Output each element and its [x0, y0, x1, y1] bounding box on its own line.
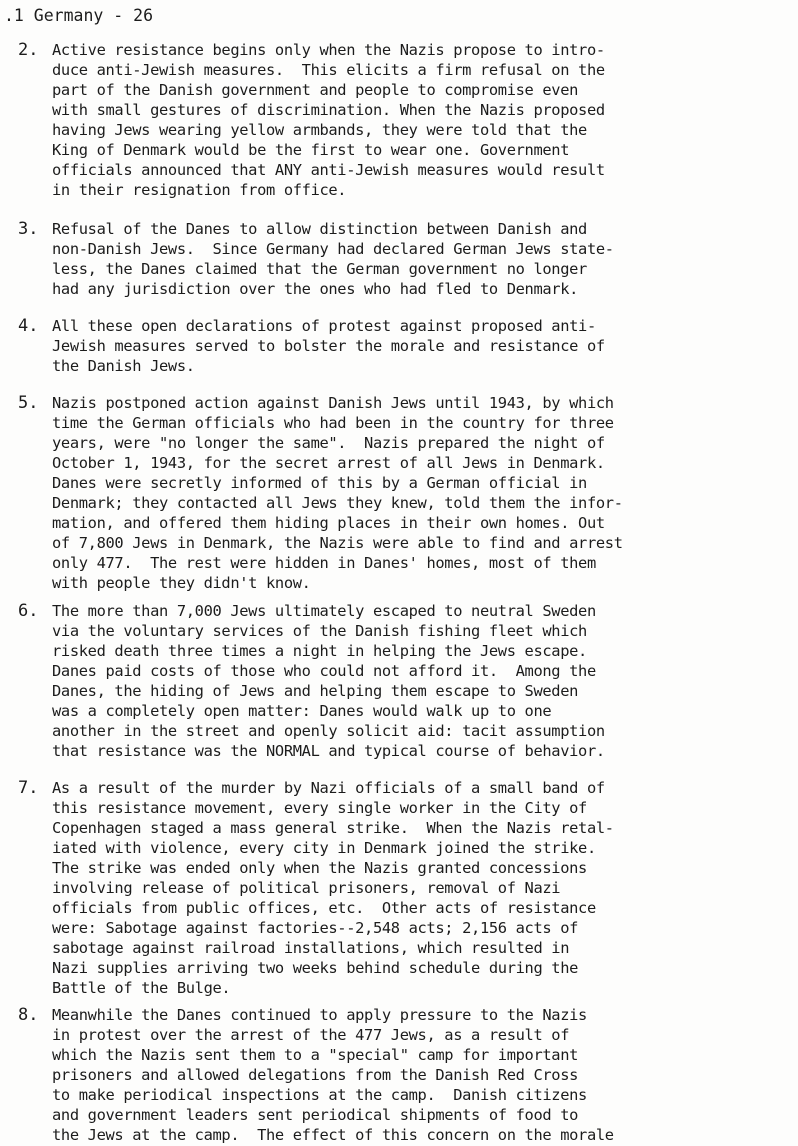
- text-line: another in the street and openly solicit aid: tacit assumption: [52, 722, 605, 740]
- text-line: mation, and offered them hiding places in their own homes. Out: [52, 514, 605, 532]
- paragraph-text: [52, 393, 790, 593]
- text-line: and government leaders sent periodical shipments of food to: [52, 1106, 579, 1124]
- text-line: officials announced that ANY anti-Jewish measures would result: [52, 161, 605, 179]
- text-line: prisoners and allowed delegations from the Danish Red Cross: [52, 1066, 579, 1084]
- text-line: Active resistance begins only when the Nazis propose to intro-: [52, 41, 605, 59]
- text-line: with small gestures of discrimination. When the Nazis proposed: [52, 101, 605, 119]
- text-line: had any jurisdiction over the ones who had fled to Denmark.: [52, 280, 579, 298]
- paragraph-number: 7.: [18, 778, 39, 798]
- paragraph-number: 4.: [18, 316, 39, 336]
- paragraph-text: [52, 40, 790, 200]
- text-line: in protest over the arrest of the 477 Jews, as a result of: [52, 1026, 570, 1044]
- text-line: As a result of the murder by Nazi officials of a small band of: [52, 779, 605, 797]
- text-line: risked death three times a night in helping the Jews escape.: [52, 642, 587, 660]
- text-line: Refusal of the Danes to allow distinction between Danish and: [52, 220, 587, 238]
- text-line: sabotage against railroad installations, which resulted in: [52, 939, 570, 957]
- text-line: which the Nazis sent them to a "special" camp for important: [52, 1046, 579, 1064]
- paragraph-text: [52, 778, 790, 998]
- text-line: Nazi supplies arriving two weeks behind schedule during the: [52, 959, 579, 977]
- text-line: King of Denmark would be the first to wear one. Government: [52, 141, 570, 159]
- text-line: Battle of the Bulge.: [52, 979, 231, 997]
- text-line: Nazis postponed action against Danish Jews until 1943, by which: [52, 394, 614, 412]
- text-line: Denmark; they contacted all Jews they knew, told them the infor-: [52, 494, 623, 512]
- text-line: involving release of political prisoners, removal of Nazi: [52, 879, 561, 897]
- text-line: with people they didn't know.: [52, 574, 311, 592]
- text-line: were: Sabotage against factories--2,548 acts; 2,156 acts of: [52, 919, 579, 937]
- text-line: time the German officials who had been in the country for three: [52, 414, 614, 432]
- paragraph-text: [52, 219, 790, 299]
- text-line: part of the Danish government and people to compromise even: [52, 81, 579, 99]
- text-line: only 477. The rest were hidden in Danes' homes, most of them: [52, 554, 596, 572]
- paragraph-number: 2.: [18, 40, 39, 60]
- text-line: All these open declarations of protest against proposed anti-: [52, 317, 596, 335]
- text-line: non-Danish Jews. Since Germany had declared German Jews state-: [52, 240, 614, 258]
- text-line: Jewish measures served to bolster the morale and resistance of: [52, 337, 605, 355]
- text-line: October 1, 1943, for the secret arrest of all Jews in Denmark.: [52, 454, 605, 472]
- text-line: duce anti-Jewish measures. This elicits a firm refusal on the: [52, 61, 605, 79]
- text-line: officials from public offices, etc. Other acts of resistance: [52, 899, 596, 917]
- text-line: iated with violence, every city in Denmark joined the strike.: [52, 839, 596, 857]
- text-line: the Danish Jews.: [52, 357, 195, 375]
- text-line: Copenhagen staged a mass general strike. When the Nazis retal-: [52, 819, 614, 837]
- text-line: Danes were secretly informed of this by a German official in: [52, 474, 587, 492]
- paragraph-text: [52, 601, 790, 761]
- text-line: Danes paid costs of those who could not afford it. Among the: [52, 662, 596, 680]
- text-line: having Jews wearing yellow armbands, they were told that the: [52, 121, 587, 139]
- text-line: years, were "no longer the same". Nazis prepared the night of: [52, 434, 605, 452]
- paragraph-text: [52, 1005, 790, 1145]
- paragraph-number: 8.: [18, 1005, 39, 1025]
- paragraph-number: 5.: [18, 393, 39, 413]
- text-line: the Jews at the camp. The effect of this concern on the morale: [52, 1126, 614, 1144]
- paragraph-number: 3.: [18, 219, 39, 239]
- text-line: this resistance movement, every single worker in the City of: [52, 799, 587, 817]
- text-line: Danes, the hiding of Jews and helping them escape to Sweden: [52, 682, 579, 700]
- text-line: The strike was ended only when the Nazis granted concessions: [52, 859, 587, 877]
- text-line: of 7,800 Jews in Denmark, the Nazis were able to find and arrest: [52, 534, 623, 552]
- text-line: Meanwhile the Danes continued to apply pressure to the Nazis: [52, 1006, 587, 1024]
- text-line: in their resignation from office.: [52, 181, 347, 199]
- text-line: to make periodical inspections at the camp. Danish citizens: [52, 1086, 587, 1104]
- paragraph-text: [52, 316, 790, 376]
- text-line: that resistance was the NORMAL and typical course of behavior.: [52, 742, 605, 760]
- page-header: .1 Germany - 26: [4, 6, 154, 25]
- text-line: less, the Danes claimed that the German government no longer: [52, 260, 587, 278]
- text-line: via the voluntary services of the Danish fishing fleet which: [52, 622, 587, 640]
- text-line: was a completely open matter: Danes would walk up to one: [52, 702, 552, 720]
- paragraph-number: 6.: [18, 601, 39, 621]
- text-line: The more than 7,000 Jews ultimately escaped to neutral Sweden: [52, 602, 596, 620]
